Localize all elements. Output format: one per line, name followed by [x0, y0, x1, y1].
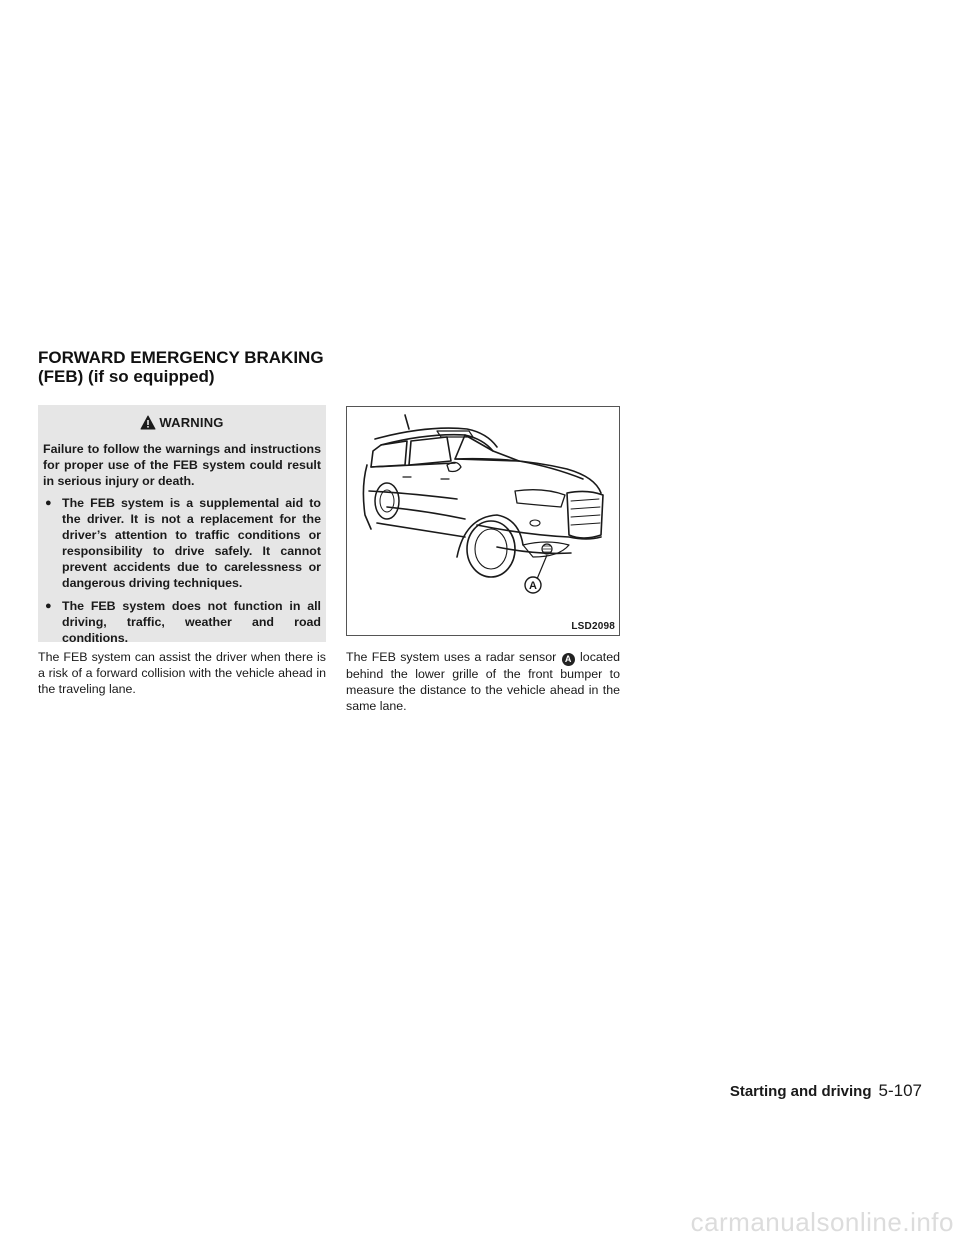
vehicle-radar-figure — [346, 406, 620, 636]
bullet-icon: ● — [45, 600, 52, 612]
radar-paragraph-after: located behind the lower grille of the front bumper to measure the distance to the vehicle ahead in the same lane. — [346, 650, 621, 713]
section-title-line1: FORWARD EMERGENCY BRAKING — [38, 348, 324, 367]
warning-item-text: The FEB system does not function in all driving, traffic, weather and road conditions. — [62, 599, 321, 645]
footer-section-name: Starting and driving — [729, 1083, 872, 1100]
warning-box — [38, 405, 326, 645]
warning-item — [43, 598, 321, 646]
radar-paragraph-before: The FEB system uses a radar sensor — [346, 650, 557, 664]
section-title-line2: (FEB) (if so equipped) — [38, 367, 215, 386]
figure-code: LSD2098 — [571, 621, 615, 632]
radar-sensor-paragraph — [346, 649, 620, 714]
warning-lead: Failure to follow the warnings and instructions for proper use of the FEB system could result in serious injury or death. — [43, 442, 321, 488]
callout-label: A — [529, 580, 537, 592]
warning-item-text: The FEB system is a supplemental aid to the driver. It is not a replacement for the driver’s attention to traffic conditions or responsibility to drive safely. It cannot prevent accidents due to carelessness or dangerous driving techniques. — [62, 496, 321, 590]
warning-heading: WARNING — [159, 414, 224, 430]
callout-a-icon: A — [562, 653, 575, 666]
vehicle-illustration — [347, 407, 619, 635]
bullet-icon: ● — [45, 497, 52, 509]
warning-triangle-icon — [140, 415, 156, 430]
page-number: 5-107 — [878, 1081, 922, 1100]
page-footer — [730, 1081, 922, 1101]
intro-paragraph: The FEB system can assist the driver when there is a risk of a forward collision with the vehicle ahead in the traveling lane. — [38, 650, 326, 696]
warning-header — [43, 411, 321, 433]
warning-item — [43, 495, 321, 591]
watermark: carmanualsonline.info — [690, 1207, 954, 1237]
warning-list — [43, 495, 321, 646]
section-title — [38, 348, 324, 386]
